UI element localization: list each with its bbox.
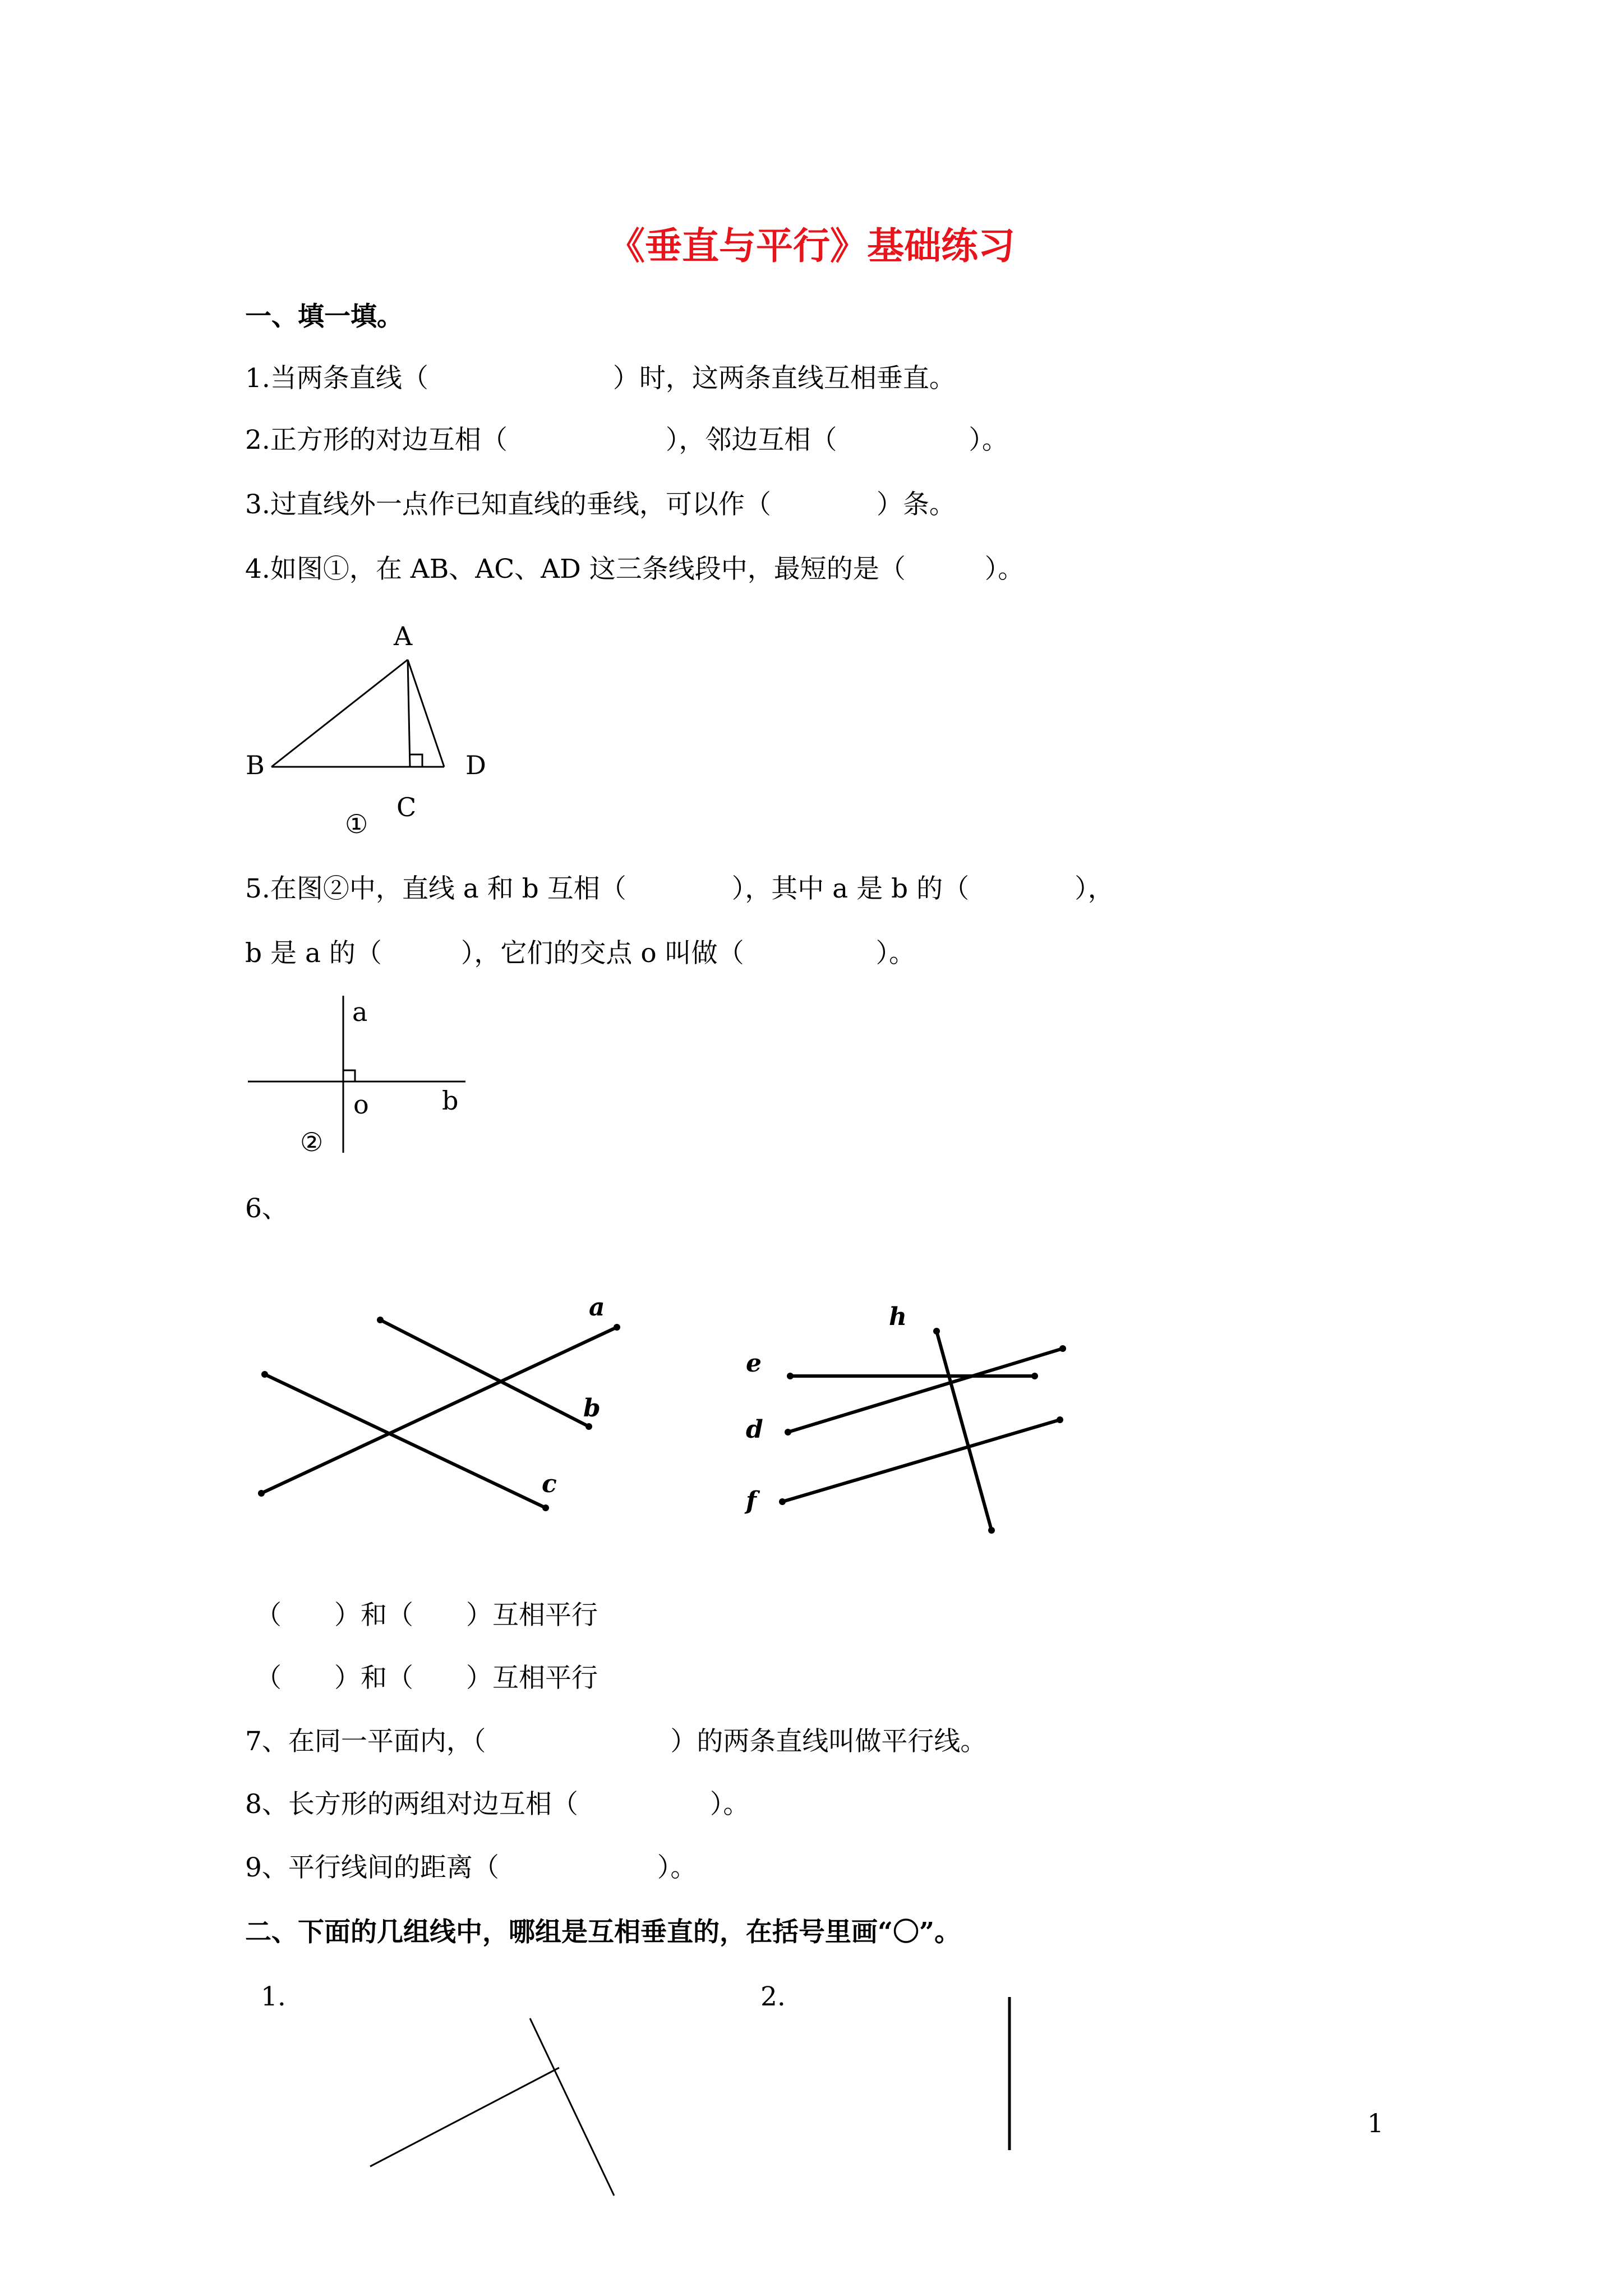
figure-2-perpendicular	[236, 987, 482, 1167]
figure-1-triangle	[236, 611, 505, 853]
label-line-a-fig3: a	[589, 1293, 605, 1322]
question-9: 9、平行线间的距离（ ）。	[245, 1852, 697, 1883]
question-6-answer-2: （ ）和（ ）互相平行	[255, 1663, 598, 1694]
section2-item-1: 1.	[261, 1981, 286, 2012]
label-line-b: b	[442, 1085, 459, 1116]
label-d: D	[465, 750, 486, 780]
page-title: 《垂直与平行》基础练习	[608, 224, 1015, 268]
section1-heading: 一、填一填。	[245, 301, 403, 332]
question-6: 6、	[245, 1193, 288, 1224]
section2-heading: 二、下面的几组线中，哪组是互相垂直的，在括号里画“〇”。	[245, 1917, 961, 1948]
question-2: 2.正方形的对边互相（ ），邻边互相（ ）。	[245, 425, 1008, 455]
question-8: 8、长方形的两组对边互相（ ）。	[245, 1789, 750, 1820]
label-point-o: o	[353, 1089, 369, 1120]
question-5-line-2: b 是 a 的（ ），它们的交点 o 叫做（ ）。	[245, 938, 916, 969]
section2-item-2: 2.	[760, 1981, 786, 2012]
label-line-d-fig3: d	[746, 1415, 763, 1444]
label-line-f-fig3: f	[746, 1487, 757, 1515]
label-b: B	[246, 750, 265, 780]
label-line-c-fig3: c	[542, 1470, 557, 1498]
label-line-e-fig3: e	[746, 1349, 762, 1378]
label-line-b-fig3: b	[583, 1394, 601, 1423]
label-line-h-fig3: h	[889, 1303, 907, 1331]
section2-figure-1	[359, 2008, 628, 2205]
question-1: 1.当两条直线（ ）时，这两条直线互相垂直。	[245, 363, 956, 394]
figure-1-caption: ①	[345, 809, 368, 839]
question-4: 4.如图①，在 AB、AC、AD 这三条线段中，最短的是（ ）。	[245, 554, 1025, 585]
figure-2-caption: ②	[300, 1127, 324, 1157]
question-5-line-1: 5.在图②中，直线 a 和 b 互相（ ），其中 a 是 b 的（ ），	[245, 873, 1114, 904]
figure-3-lines	[236, 1279, 1133, 1548]
page-number: 1	[1367, 2108, 1384, 2138]
question-3: 3.过直线外一点作已知直线的垂线，可以作（ ）条。	[245, 489, 956, 520]
label-a: A	[394, 621, 413, 651]
label-c: C	[396, 792, 417, 822]
label-line-a: a	[352, 997, 368, 1027]
question-6-answer-1: （ ）和（ ）互相平行	[255, 1600, 598, 1631]
section2-figure-2	[993, 1991, 1026, 2160]
question-7: 7、在同一平面内，（ ）的两条直线叫做平行线。	[245, 1726, 987, 1757]
